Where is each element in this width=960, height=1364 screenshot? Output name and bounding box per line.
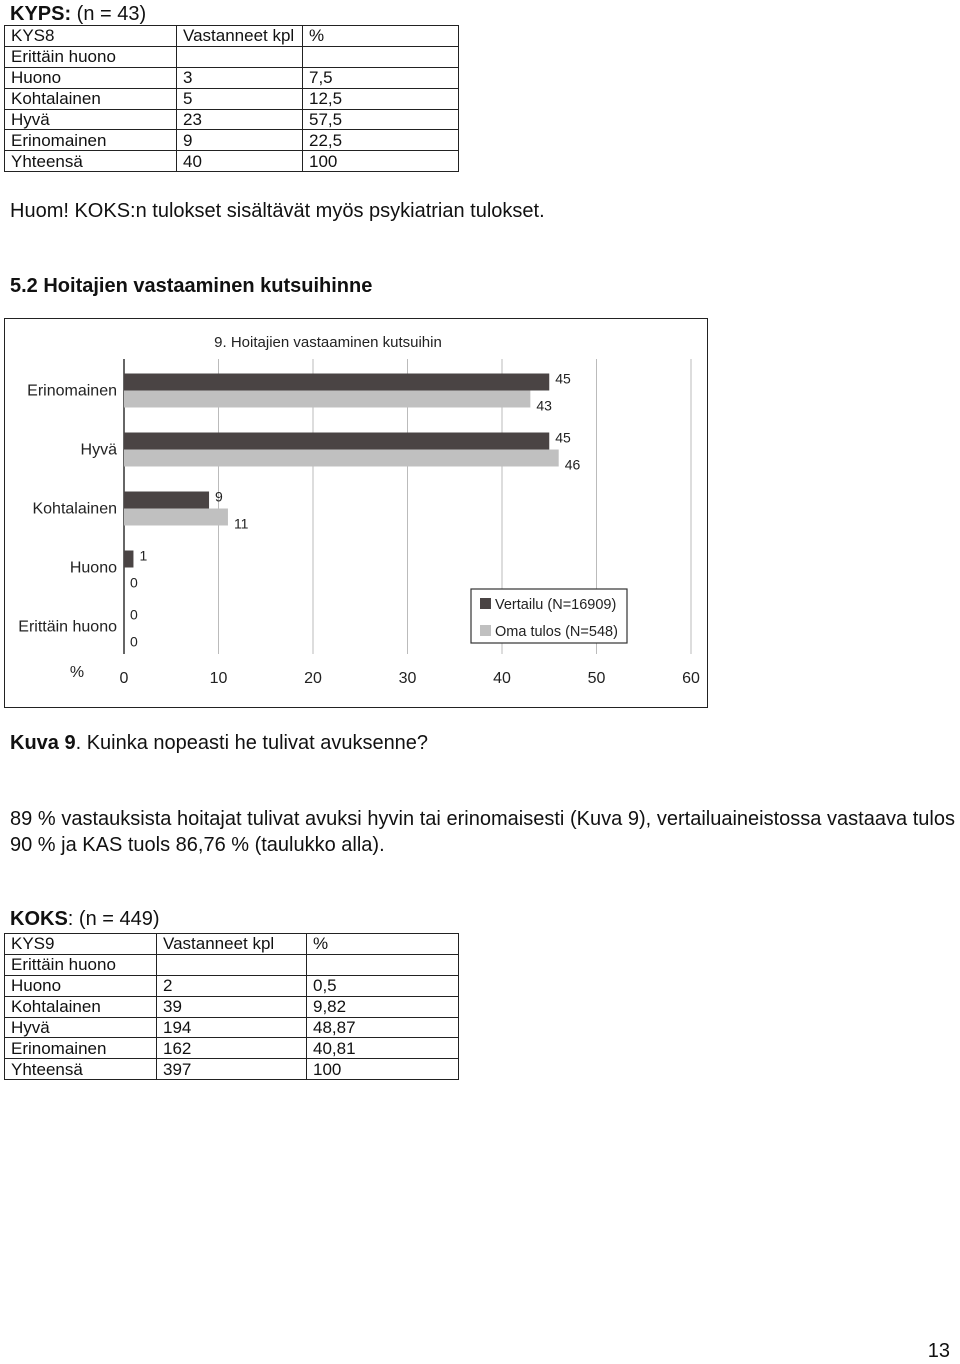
data-label: 45 xyxy=(555,370,571,387)
table-header-row xyxy=(5,934,459,955)
bar-oma-tulos xyxy=(124,509,228,526)
table-row xyxy=(5,88,459,109)
data-label: 46 xyxy=(564,456,581,473)
table-cell xyxy=(157,954,307,975)
table-cell: 48,87 xyxy=(307,1017,459,1038)
bar-vertailu xyxy=(124,433,549,450)
table-cell: 2 xyxy=(157,975,307,996)
bar-chart xyxy=(5,319,707,707)
table-cell: Erinomainen xyxy=(5,130,177,151)
table-cell: 57,5 xyxy=(303,109,459,130)
body-paragraph: 89 % vastauksista hoitajat tulivat avuksi hyvin tai erinomaisesti (Kuva 9), vertailuaineistossa vastaava tulos 90 % ja KAS tuols 86,76 % (taulukko alla). xyxy=(10,808,955,856)
category-label: Erinomainen xyxy=(27,382,117,400)
table-row xyxy=(5,1059,459,1080)
koks-heading: KOKS: (n = 449) xyxy=(10,908,160,930)
table-cell: 9,82 xyxy=(307,996,459,1017)
category-label: Erittäin huono xyxy=(18,618,117,636)
category-label: Hyvä xyxy=(80,441,117,459)
section-title: 5.2 Hoitajien vastaaminen kutsuihinne xyxy=(10,275,373,297)
data-label: 0 xyxy=(130,633,138,650)
table-cell: Erittäin huono xyxy=(5,46,177,67)
table-cell: Kohtalainen xyxy=(5,88,177,109)
table-cell: 40 xyxy=(177,151,303,172)
table-cell: Huono xyxy=(5,67,177,88)
category-label: Huono xyxy=(69,559,117,577)
table-cell: Yhteensä xyxy=(5,151,177,172)
table-cell: Vastanneet kpl xyxy=(177,26,303,47)
table-cell: 194 xyxy=(157,1017,307,1038)
table-cell: 23 xyxy=(177,109,303,130)
table-cell: Erittäin huono xyxy=(5,954,157,975)
table-row xyxy=(5,996,459,1017)
table-row xyxy=(5,67,459,88)
x-tick-label: 50 xyxy=(587,670,606,687)
page-number: 13 xyxy=(927,1340,950,1362)
table-cell: 3 xyxy=(177,67,303,88)
table-cell: 5 xyxy=(177,88,303,109)
table-cell: 397 xyxy=(157,1059,307,1080)
table-cell: 100 xyxy=(307,1059,459,1080)
x-tick-label: 0 xyxy=(119,670,129,687)
table-cell: 9 xyxy=(177,130,303,151)
koks-table xyxy=(4,933,459,1080)
table-cell: % xyxy=(307,934,459,955)
chart-title: 9. Hoitajien vastaaminen kutsuihin xyxy=(214,334,442,351)
table-cell: Yhteensä xyxy=(5,1059,157,1080)
table-cell: 39 xyxy=(157,996,307,1017)
chart-frame xyxy=(4,318,708,708)
table-cell: 12,5 xyxy=(303,88,459,109)
data-label: 0 xyxy=(130,574,138,591)
table-cell xyxy=(303,46,459,67)
table-cell: KYS9 xyxy=(5,934,157,955)
bar-vertailu xyxy=(124,492,209,509)
x-tick-label: 10 xyxy=(209,670,228,687)
data-label: 43 xyxy=(536,397,552,414)
table-cell: Kohtalainen xyxy=(5,996,157,1017)
bar-oma-tulos xyxy=(124,391,530,408)
data-label: 9 xyxy=(215,488,223,505)
data-label: 45 xyxy=(555,429,571,446)
table-row xyxy=(5,46,459,67)
x-tick-label: 40 xyxy=(493,670,511,687)
table-cell xyxy=(177,46,303,67)
table-row xyxy=(5,1017,459,1038)
table-cell: Hyvä xyxy=(5,109,177,130)
table-cell: 0,5 xyxy=(307,975,459,996)
table-row xyxy=(5,109,459,130)
data-label: 11 xyxy=(233,515,249,532)
legend-label: Vertailu (N=16909) xyxy=(495,597,617,613)
table-cell: Erinomainen xyxy=(5,1038,157,1059)
table-row xyxy=(5,954,459,975)
figure-caption: Kuva 9. Kuinka nopeasti he tulivat avuksenne? xyxy=(10,732,429,754)
x-tick-label: 20 xyxy=(304,670,322,687)
table-cell: KYS8 xyxy=(5,26,177,47)
table-cell xyxy=(307,954,459,975)
table-cell: 162 xyxy=(157,1038,307,1059)
category-label: Kohtalainen xyxy=(32,500,117,518)
table-header-row xyxy=(5,26,459,47)
x-tick-label: 60 xyxy=(682,670,700,687)
bar-oma-tulos xyxy=(124,450,559,467)
table-cell: Hyvä xyxy=(5,1017,157,1038)
data-label: 0 xyxy=(130,606,138,623)
table-cell: % xyxy=(303,26,459,47)
table-cell: 22,5 xyxy=(303,130,459,151)
table-cell: 100 xyxy=(303,151,459,172)
table-row xyxy=(5,1038,459,1059)
table-row xyxy=(5,975,459,996)
table-cell: 40,81 xyxy=(307,1038,459,1059)
bar-vertailu xyxy=(124,374,549,391)
kyps-table xyxy=(4,25,459,172)
x-axis-label: % xyxy=(69,664,85,681)
table-row xyxy=(5,130,459,151)
legend-label: Oma tulos (N=548) xyxy=(495,624,618,640)
legend-swatch xyxy=(480,598,491,609)
table-cell: Vastanneet kpl xyxy=(157,934,307,955)
note-text: Huom! KOKS:n tulokset sisältävät myös psykiatrian tulokset. xyxy=(10,200,545,222)
table-cell: Huono xyxy=(5,975,157,996)
kyps-heading: KYPS: (n = 43) xyxy=(10,3,147,25)
table-row xyxy=(5,151,459,172)
x-tick-label: 30 xyxy=(398,670,417,687)
data-label: 1 xyxy=(139,547,148,564)
table-cell: 7,5 xyxy=(303,67,459,88)
legend-swatch xyxy=(480,625,491,636)
bar-vertailu xyxy=(124,551,133,568)
